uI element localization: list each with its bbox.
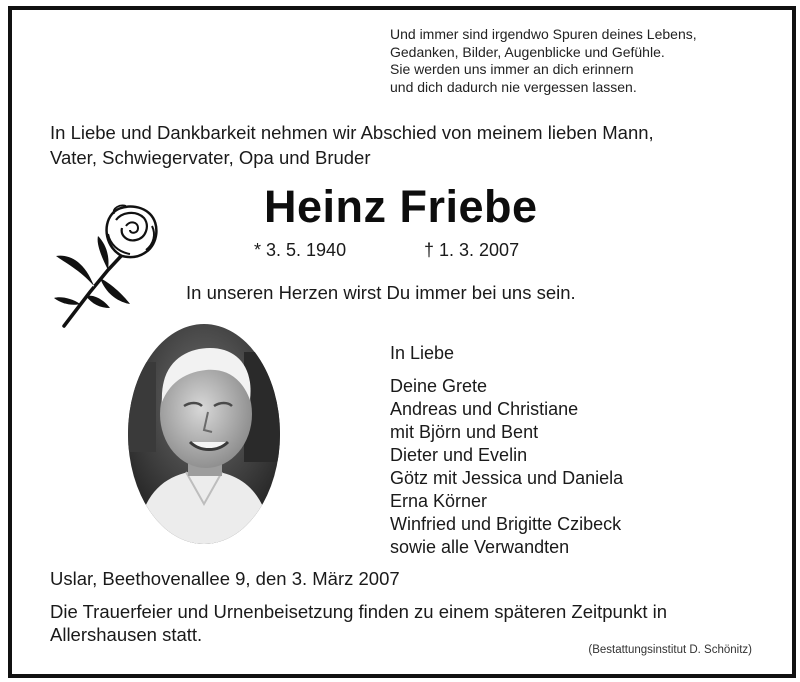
intro-line-2: Vater, Schwiegervater, Opa und Bruder bbox=[50, 147, 371, 168]
mourners-list bbox=[390, 342, 623, 559]
death-date: † 1. 3. 2007 bbox=[424, 240, 520, 260]
poem-line: Und immer sind irgendwo Spuren deines Lebens, bbox=[390, 26, 697, 42]
mourner-name: mit Björn und Bent bbox=[390, 422, 539, 442]
poem-line: Gedanken, Bilder, Augenblicke und Gefühle. bbox=[390, 43, 665, 60]
funeral-info: Die Trauerfeier und Urnenbeisetzung finden zu einem späteren Zeitpunkt in Allershausen statt. bbox=[50, 601, 668, 645]
rose-icon bbox=[50, 200, 165, 330]
poem bbox=[390, 26, 697, 96]
intro-text bbox=[50, 120, 750, 170]
birth-date: * 3. 5. 1940 bbox=[254, 240, 347, 260]
mourner-name: Deine Grete bbox=[390, 376, 488, 396]
mourner-name: Götz mit Jessica und Daniela bbox=[390, 468, 624, 488]
poem-line: und dich dadurch nie vergessen lassen. bbox=[390, 78, 637, 95]
poem-line: Sie werden uns immer an dich erinnern bbox=[390, 61, 634, 77]
mourner-name: Dieter und Evelin bbox=[390, 445, 528, 465]
mourner-name: Andreas und Christiane bbox=[390, 399, 579, 419]
portrait-photo bbox=[126, 322, 282, 546]
mourner-name: Winfried und Brigitte Czibeck bbox=[390, 514, 622, 534]
deceased-name: Heinz Friebe bbox=[264, 181, 538, 232]
funeral-home-credit: (Bestattungsinstitut D. Schönitz) bbox=[588, 644, 752, 656]
mourner-name: sowie alle Verwandten bbox=[390, 537, 570, 557]
intro-line-1: In Liebe und Dankbarkeit nehmen wir Abschied von meinem lieben Mann, bbox=[50, 122, 654, 143]
place-date: Uslar, Beethovenallee 9, den 3. März 2007 bbox=[50, 568, 400, 589]
mourners-greeting: In Liebe bbox=[390, 343, 455, 363]
motto: In unseren Herzen wirst Du immer bei uns sein. bbox=[186, 282, 576, 303]
mourner-name: Erna Körner bbox=[390, 491, 488, 511]
